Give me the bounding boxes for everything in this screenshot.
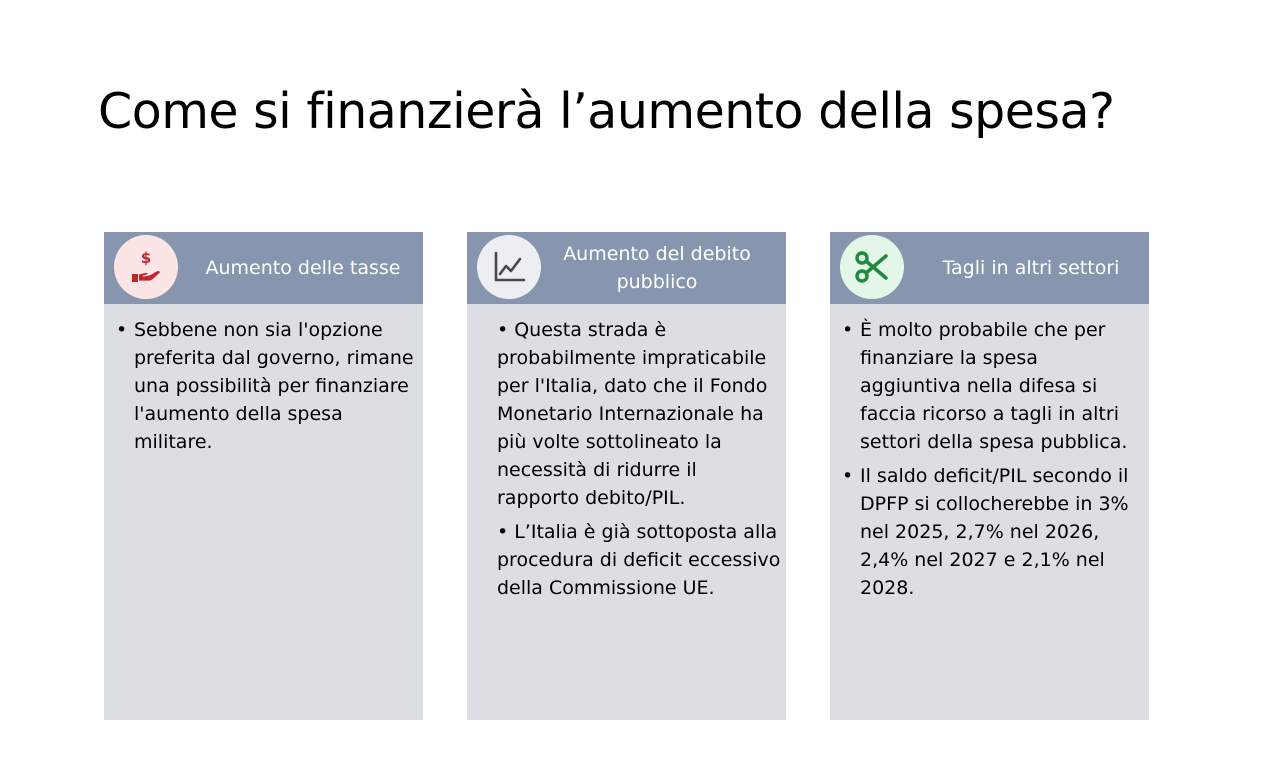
list-item bbox=[497, 518, 781, 602]
card-body bbox=[842, 316, 1142, 602]
svg-text:$: $ bbox=[140, 249, 152, 267]
card-tasse bbox=[104, 232, 423, 720]
card-body bbox=[116, 316, 416, 456]
card-header bbox=[467, 232, 786, 304]
list-item bbox=[842, 316, 1142, 456]
slide-title: Come si finanzierà l’aumento della spesa? bbox=[98, 83, 1115, 140]
bullet-symbol: • bbox=[497, 521, 509, 543]
bullet-symbol: • bbox=[116, 319, 128, 341]
line-chart-icon bbox=[477, 235, 541, 299]
bullet-text: L’Italia è già sottoposta alla procedura di deficit eccessivo della Commissione UE. bbox=[497, 521, 781, 599]
card-tagli bbox=[830, 232, 1149, 720]
bullet-text: Sebbene non sia l'opzione preferita dal governo, rimane una possibilità per finanziare l'aumento della spesa militare. bbox=[134, 319, 414, 453]
bullet-symbol: • bbox=[497, 319, 509, 341]
bullet-text: È molto probabile che per finanziare la spesa aggiuntiva nella difesa si faccia ricorso a tagli in altri settori della spesa pubblica. bbox=[860, 319, 1128, 453]
card-title: Tagli in altri settori bbox=[942, 257, 1120, 279]
list-item bbox=[497, 316, 781, 512]
list-item bbox=[116, 316, 416, 456]
bullet-symbol: • bbox=[842, 465, 854, 487]
list-item bbox=[842, 462, 1142, 602]
card-title: Aumento del debito pubblico bbox=[563, 243, 751, 293]
bullet-symbol: • bbox=[842, 319, 854, 341]
card-header bbox=[104, 232, 423, 304]
bullet-text: Il saldo deficit/PIL secondo il DPFP si collocherebbe in 3% nel 2025, 2,7% nel 2026, 2,4% nel 2027 e 2,1% nel 2028. bbox=[860, 465, 1129, 599]
card-title: Aumento delle tasse bbox=[205, 257, 401, 279]
scissors-icon bbox=[840, 235, 904, 299]
card-debito bbox=[467, 232, 786, 720]
card-body bbox=[497, 316, 781, 602]
hand-dollar-icon bbox=[114, 235, 178, 299]
card-header bbox=[830, 232, 1149, 304]
bullet-text: Questa strada è probabilmente impraticabile per l'Italia, dato che il Fondo Monetario Internazionale ha più volte sottolineato la necessità di ridurre il rapporto debito/PIL. bbox=[497, 319, 768, 509]
